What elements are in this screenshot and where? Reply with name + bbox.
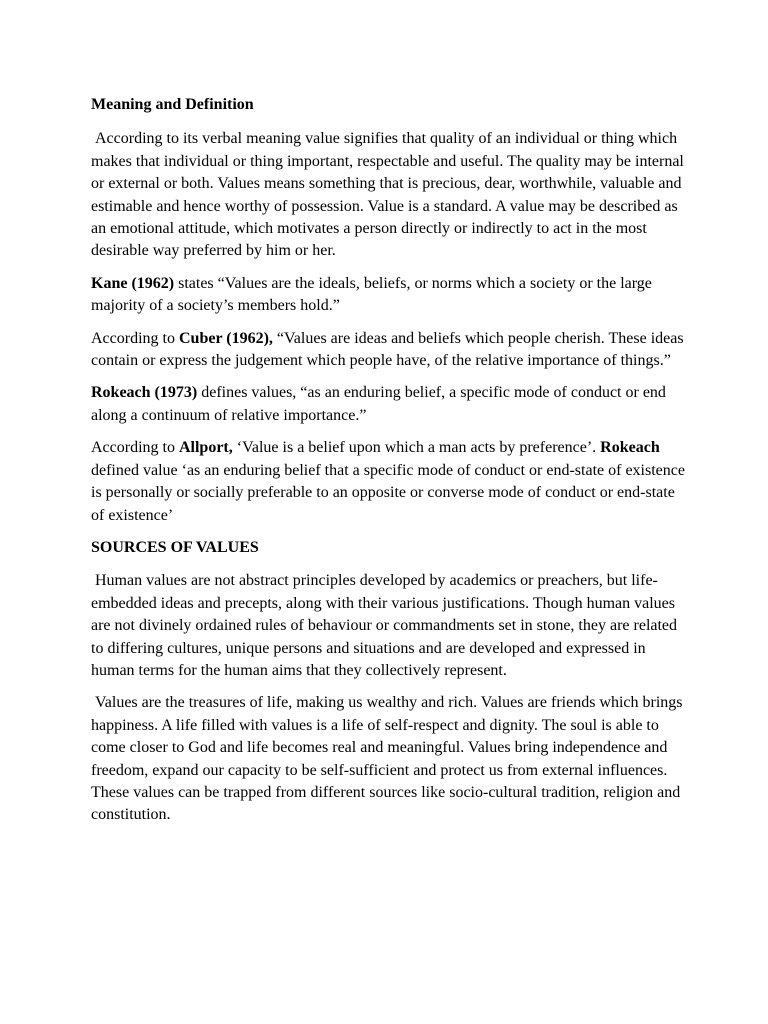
kane-quote: states “Values are the ideals, beliefs, or norms which a society or the large majority of a society’s members hold.” xyxy=(91,274,652,315)
allport-prefix: According to xyxy=(91,439,179,457)
paragraph-rokeach-1973-definition xyxy=(91,382,691,427)
allport-quote: ‘Value is a belief upon which a man acts by preference’. xyxy=(232,439,601,457)
paragraph-allport-rokeach-definition xyxy=(91,437,691,527)
cuber-quote: “Values are ideas and beliefs which people cherish. These ideas contain or express the judgement which people have, of the relative importance of things.” xyxy=(91,329,684,370)
paragraph-verbal-meaning: According to its verbal meaning value signifies that quality of an individual or thing which makes that individual or thing important, respectable and useful. The quality may be internal or external or both. Values means something that is precious, dear, worthwhile, valuable and estimable and hence worthy of possession. Value is a standard. A value may be described as an emotional attitude, which motivates a person directly or indirectly to act in the most desirable way preferred by him or her. xyxy=(91,130,688,260)
author-rokeach: Rokeach xyxy=(600,439,660,457)
document-page xyxy=(91,94,691,837)
paragraph-kane-definition xyxy=(91,273,691,318)
heading-sources-of-values: SOURCES OF VALUES xyxy=(91,538,259,556)
paragraph-human-values: Human values are not abstract principles developed by academics or preachers, but life-embedded ideas and precepts, along with their various justifications. Though human values are not divinely ordained rules of behaviour or commandments set in stone, they are related to differing cultures, unique persons and situations and are developed and expressed in human terms for the human aims that they collectively represent. xyxy=(91,572,682,679)
author-kane: Kane (1962) xyxy=(91,274,175,292)
author-allport: Allport, xyxy=(178,439,233,457)
paragraph-cuber-definition xyxy=(91,328,691,373)
cuber-prefix: According to xyxy=(91,329,179,347)
author-rokeach-1973: Rokeach (1973) xyxy=(91,384,198,402)
heading-meaning-and-definition: Meaning and Definition xyxy=(91,96,254,113)
rokeach-1973-quote: defines values, “as an enduring belief, a specific mode of conduct or end along a continuum of relative importance.” xyxy=(91,384,666,424)
author-cuber: Cuber (1962), xyxy=(178,329,273,347)
paragraph-values-treasures: Values are the treasures of life, making us wealthy and rich. Values are friends which brings happiness. A life filled with values is a life of self-respect and dignity. The soul is able to come closer to God and life becomes real and meaningful. Values bring independence and freedom, expand our capacity to be self-sufficient and protect us from external influences. These values can be trapped from different sources like socio-cultural tradition, religion and constitution. xyxy=(91,694,687,824)
rokeach-quote: defined value ‘as an enduring belief that a specific mode of conduct or end-state of existence is personally or socially preferable to an opposite or converse mode of conduct or end-state of existence’ xyxy=(91,461,685,524)
